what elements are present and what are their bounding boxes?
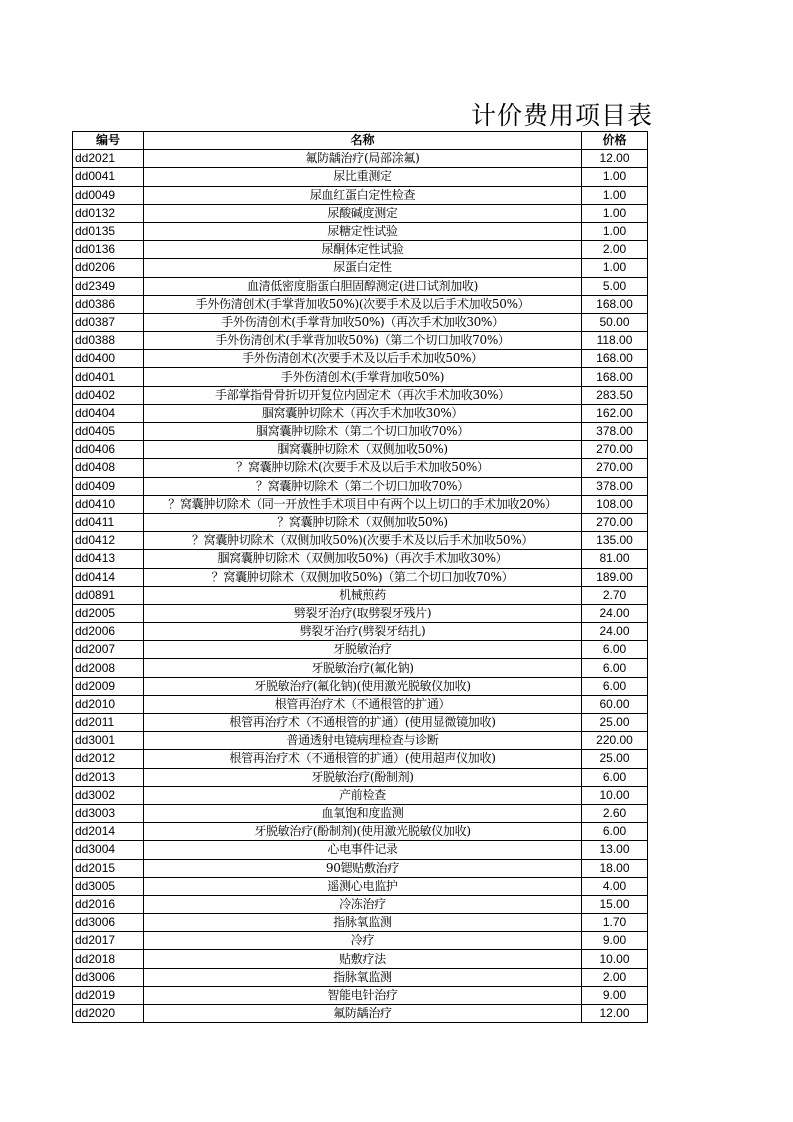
cell-name: 氟防龋治疗 (144, 1005, 582, 1023)
cell-price: 1.00 (582, 259, 648, 277)
cell-code: dd0409 (73, 477, 144, 495)
cell-code: dd0386 (73, 295, 144, 313)
table-row (73, 750, 648, 768)
cell-code: dd3004 (73, 841, 144, 859)
cell-price: 1.00 (582, 204, 648, 222)
cell-name: 氟防龋治疗(局部涂氟) (144, 150, 582, 168)
table-row (73, 895, 648, 913)
table-row (73, 968, 648, 986)
table-row (73, 423, 648, 441)
table-row (73, 986, 648, 1004)
cell-price: 270.00 (582, 513, 648, 531)
cell-code: dd2012 (73, 750, 144, 768)
table-row (73, 950, 648, 968)
cell-price: 9.00 (582, 986, 648, 1004)
cell-price: 168.00 (582, 295, 648, 313)
cell-price: 168.00 (582, 368, 648, 386)
table-row (73, 914, 648, 932)
cell-name: 牙脱敏治疗 (144, 641, 582, 659)
cell-code: dd3006 (73, 914, 144, 932)
cell-name: 牙脱敏治疗(氟化钠)(使用激光脱敏仪加收) (144, 677, 582, 695)
cell-name: 劈裂牙治疗(取劈裂牙残片) (144, 604, 582, 622)
cell-name: 贴敷疗法 (144, 950, 582, 968)
cell-price: 189.00 (582, 568, 648, 586)
table-row (73, 477, 648, 495)
table-row (73, 786, 648, 804)
cell-code: dd0405 (73, 423, 144, 441)
cell-code: dd2020 (73, 1005, 144, 1023)
cell-name: 尿酮体定性试验 (144, 241, 582, 259)
cell-name: 腘窝囊肿切除术（再次手术加收30%） (144, 404, 582, 422)
cell-code: dd2021 (73, 150, 144, 168)
cell-name: 手外伤清创术(手掌背加收50%) (144, 368, 582, 386)
cell-code: dd2009 (73, 677, 144, 695)
cell-price: 2.70 (582, 586, 648, 604)
cell-price: 220.00 (582, 732, 648, 750)
table-row (73, 623, 648, 641)
cell-code: dd3001 (73, 732, 144, 750)
cell-price: 6.00 (582, 641, 648, 659)
cell-code: dd0408 (73, 459, 144, 477)
cell-code: dd2010 (73, 695, 144, 713)
table-row (73, 350, 648, 368)
cell-price: 12.00 (582, 150, 648, 168)
table-row (73, 404, 648, 422)
table-row (73, 659, 648, 677)
cell-price: 6.00 (582, 823, 648, 841)
cell-name: 普通透射电镜病理检查与诊断 (144, 732, 582, 750)
cell-code: dd0412 (73, 532, 144, 550)
cell-price: 10.00 (582, 786, 648, 804)
table-body (73, 150, 648, 1023)
cell-code: dd0206 (73, 259, 144, 277)
cell-name: 根管再治疗术（不通根管的扩通） (144, 695, 582, 713)
cell-code: dd2017 (73, 932, 144, 950)
cell-name: 尿血红蛋白定性检查 (144, 186, 582, 204)
cell-price: 9.00 (582, 932, 648, 950)
table-row (73, 768, 648, 786)
cell-price: 2.00 (582, 968, 648, 986)
cell-code: dd0410 (73, 495, 144, 513)
page-title: 计价费用项目表 (471, 101, 654, 130)
cell-name: ？窝囊肿切除术（双侧加收50%) (144, 513, 582, 531)
cell-name: 腘窝囊肿切除术（第二个切口加收70%） (144, 423, 582, 441)
cell-name: 血清低密度脂蛋白胆固醇测定(进口试剂加收) (144, 277, 582, 295)
cell-name: 腘窝囊肿切除术（双侧加收50%) (144, 441, 582, 459)
table-row (73, 513, 648, 531)
cell-price: 6.00 (582, 677, 648, 695)
cell-price: 60.00 (582, 695, 648, 713)
cell-price: 5.00 (582, 277, 648, 295)
cell-name: 手部掌指骨骨折切开复位内固定术（再次手术加收30%） (144, 386, 582, 404)
cell-price: 168.00 (582, 350, 648, 368)
cell-price: 118.00 (582, 332, 648, 350)
cell-price: 4.00 (582, 877, 648, 895)
cell-name: 产前检查 (144, 786, 582, 804)
cell-price: 1.00 (582, 186, 648, 204)
cell-code: dd2349 (73, 277, 144, 295)
cell-code: dd0414 (73, 568, 144, 586)
cell-name: 心电事件记录 (144, 841, 582, 859)
cell-price: 81.00 (582, 550, 648, 568)
table-row (73, 714, 648, 732)
table-row (73, 550, 648, 568)
table-row (73, 368, 648, 386)
cell-price: 12.00 (582, 1005, 648, 1023)
cell-code: dd0411 (73, 513, 144, 531)
table-row (73, 332, 648, 350)
table-row (73, 459, 648, 477)
cell-name: 冷疗 (144, 932, 582, 950)
cell-name: 劈裂牙治疗(劈裂牙结扎) (144, 623, 582, 641)
table-row (73, 732, 648, 750)
table-row (73, 641, 648, 659)
cell-price: 50.00 (582, 313, 648, 331)
cell-price: 18.00 (582, 859, 648, 877)
cell-name: 指脉氧监测 (144, 914, 582, 932)
table-row (73, 277, 648, 295)
table-row (73, 295, 648, 313)
cell-price: 378.00 (582, 477, 648, 495)
table-row (73, 150, 648, 168)
cell-code: dd0891 (73, 586, 144, 604)
cell-price: 2.00 (582, 241, 648, 259)
cell-code: dd2007 (73, 641, 144, 659)
table-row (73, 841, 648, 859)
cell-code: dd2019 (73, 986, 144, 1004)
cell-code: dd0132 (73, 204, 144, 222)
table-row (73, 677, 648, 695)
header-code: 编号 (73, 132, 144, 150)
cell-code: dd2006 (73, 623, 144, 641)
table-row (73, 804, 648, 822)
cell-code: dd2018 (73, 950, 144, 968)
cell-code: dd0049 (73, 186, 144, 204)
cell-code: dd0400 (73, 350, 144, 368)
table-row (73, 495, 648, 513)
cell-price: 24.00 (582, 623, 648, 641)
table-row (73, 877, 648, 895)
cell-price: 2.60 (582, 804, 648, 822)
cell-price: 1.70 (582, 914, 648, 932)
cell-code: dd2015 (73, 859, 144, 877)
cell-code: dd0402 (73, 386, 144, 404)
table-row (73, 695, 648, 713)
table-row (73, 386, 648, 404)
cell-code: dd2008 (73, 659, 144, 677)
table-header-row (73, 132, 648, 150)
cell-price: 270.00 (582, 441, 648, 459)
cell-name: 尿蛋白定性 (144, 259, 582, 277)
cell-name: 牙脱敏治疗(酚制剂)(使用激光脱敏仪加收) (144, 823, 582, 841)
cell-name: 尿比重测定 (144, 168, 582, 186)
cell-price: 15.00 (582, 895, 648, 913)
cell-code: dd2011 (73, 714, 144, 732)
cell-price: 162.00 (582, 404, 648, 422)
table-row (73, 859, 648, 877)
cell-price: 1.00 (582, 168, 648, 186)
cell-price: 24.00 (582, 604, 648, 622)
cell-code: dd2014 (73, 823, 144, 841)
cell-price: 25.00 (582, 714, 648, 732)
cell-price: 1.00 (582, 222, 648, 240)
cell-code: dd3005 (73, 877, 144, 895)
cell-price: 13.00 (582, 841, 648, 859)
cell-name: 手外伤清创术(手掌背加收50%)(次要手术及以后手术加收50%） (144, 295, 582, 313)
cell-price: 378.00 (582, 423, 648, 441)
table-row (73, 532, 648, 550)
cell-name: ？窝囊肿切除术(次要手术及以后手术加收50%） (144, 459, 582, 477)
cell-code: dd3003 (73, 804, 144, 822)
cell-name: 腘窝囊肿切除术（双侧加收50%)（再次手术加收30%） (144, 550, 582, 568)
cell-name: 尿糖定性试验 (144, 222, 582, 240)
cell-name: ？窝囊肿切除术（双侧加收50%)(次要手术及以后手术加收50%） (144, 532, 582, 550)
cell-code: dd3006 (73, 968, 144, 986)
cell-name: ？窝囊肿切除术（第二个切口加收70%） (144, 477, 582, 495)
cell-name: 手外伤清创术(手掌背加收50%)（再次手术加收30%） (144, 313, 582, 331)
cell-name: 机械煎药 (144, 586, 582, 604)
cell-name: 牙脱敏治疗(酚制剂) (144, 768, 582, 786)
cell-name: 尿酸碱度测定 (144, 204, 582, 222)
header-name: 名称 (144, 132, 582, 150)
cell-code: dd0041 (73, 168, 144, 186)
cell-price: 135.00 (582, 532, 648, 550)
cell-name: 根管再治疗术（不通根管的扩通）(使用超声仪加收) (144, 750, 582, 768)
cell-price: 6.00 (582, 659, 648, 677)
table-row (73, 241, 648, 259)
table-row (73, 441, 648, 459)
cell-price: 270.00 (582, 459, 648, 477)
cell-price: 25.00 (582, 750, 648, 768)
cell-code: dd0135 (73, 222, 144, 240)
table-row (73, 604, 648, 622)
cell-code: dd0406 (73, 441, 144, 459)
table-row (73, 586, 648, 604)
cell-name: ？窝囊肿切除术（同一开放性手术项目中有两个以上切口的手术加收20%） (144, 495, 582, 513)
table-row (73, 568, 648, 586)
cell-code: dd0413 (73, 550, 144, 568)
header-price: 价格 (582, 132, 648, 150)
cell-name: 智能电针治疗 (144, 986, 582, 1004)
cell-code: dd2005 (73, 604, 144, 622)
table-row (73, 823, 648, 841)
table-row (73, 204, 648, 222)
cell-code: dd0387 (73, 313, 144, 331)
cell-name: 指脉氧监测 (144, 968, 582, 986)
cell-name: 手外伤清创术(手掌背加收50%)（第二个切口加收70%） (144, 332, 582, 350)
table-row (73, 259, 648, 277)
cell-code: dd0404 (73, 404, 144, 422)
cell-code: dd2013 (73, 768, 144, 786)
price-table (72, 131, 648, 1023)
cell-code: dd0388 (73, 332, 144, 350)
table-row (73, 1005, 648, 1023)
cell-price: 10.00 (582, 950, 648, 968)
cell-name: 90锶贴敷治疗 (144, 859, 582, 877)
cell-price: 108.00 (582, 495, 648, 513)
cell-name: 根管再治疗术（不通根管的扩通）(使用显微镜加收) (144, 714, 582, 732)
cell-name: 牙脱敏治疗(氟化钠) (144, 659, 582, 677)
cell-price: 6.00 (582, 768, 648, 786)
cell-name: ？窝囊肿切除术（双侧加收50%)（第二个切口加收70%） (144, 568, 582, 586)
cell-code: dd3002 (73, 786, 144, 804)
cell-code: dd0401 (73, 368, 144, 386)
cell-name: 血氧饱和度监测 (144, 804, 582, 822)
cell-name: 遥测心电监护 (144, 877, 582, 895)
table-row (73, 222, 648, 240)
cell-code: dd2016 (73, 895, 144, 913)
table-row (73, 932, 648, 950)
cell-code: dd0136 (73, 241, 144, 259)
table-row (73, 186, 648, 204)
cell-name: 冷冻治疗 (144, 895, 582, 913)
table-row (73, 168, 648, 186)
cell-name: 手外伤清创术(次要手术及以后手术加收50%） (144, 350, 582, 368)
cell-price: 283.50 (582, 386, 648, 404)
table-row (73, 313, 648, 331)
